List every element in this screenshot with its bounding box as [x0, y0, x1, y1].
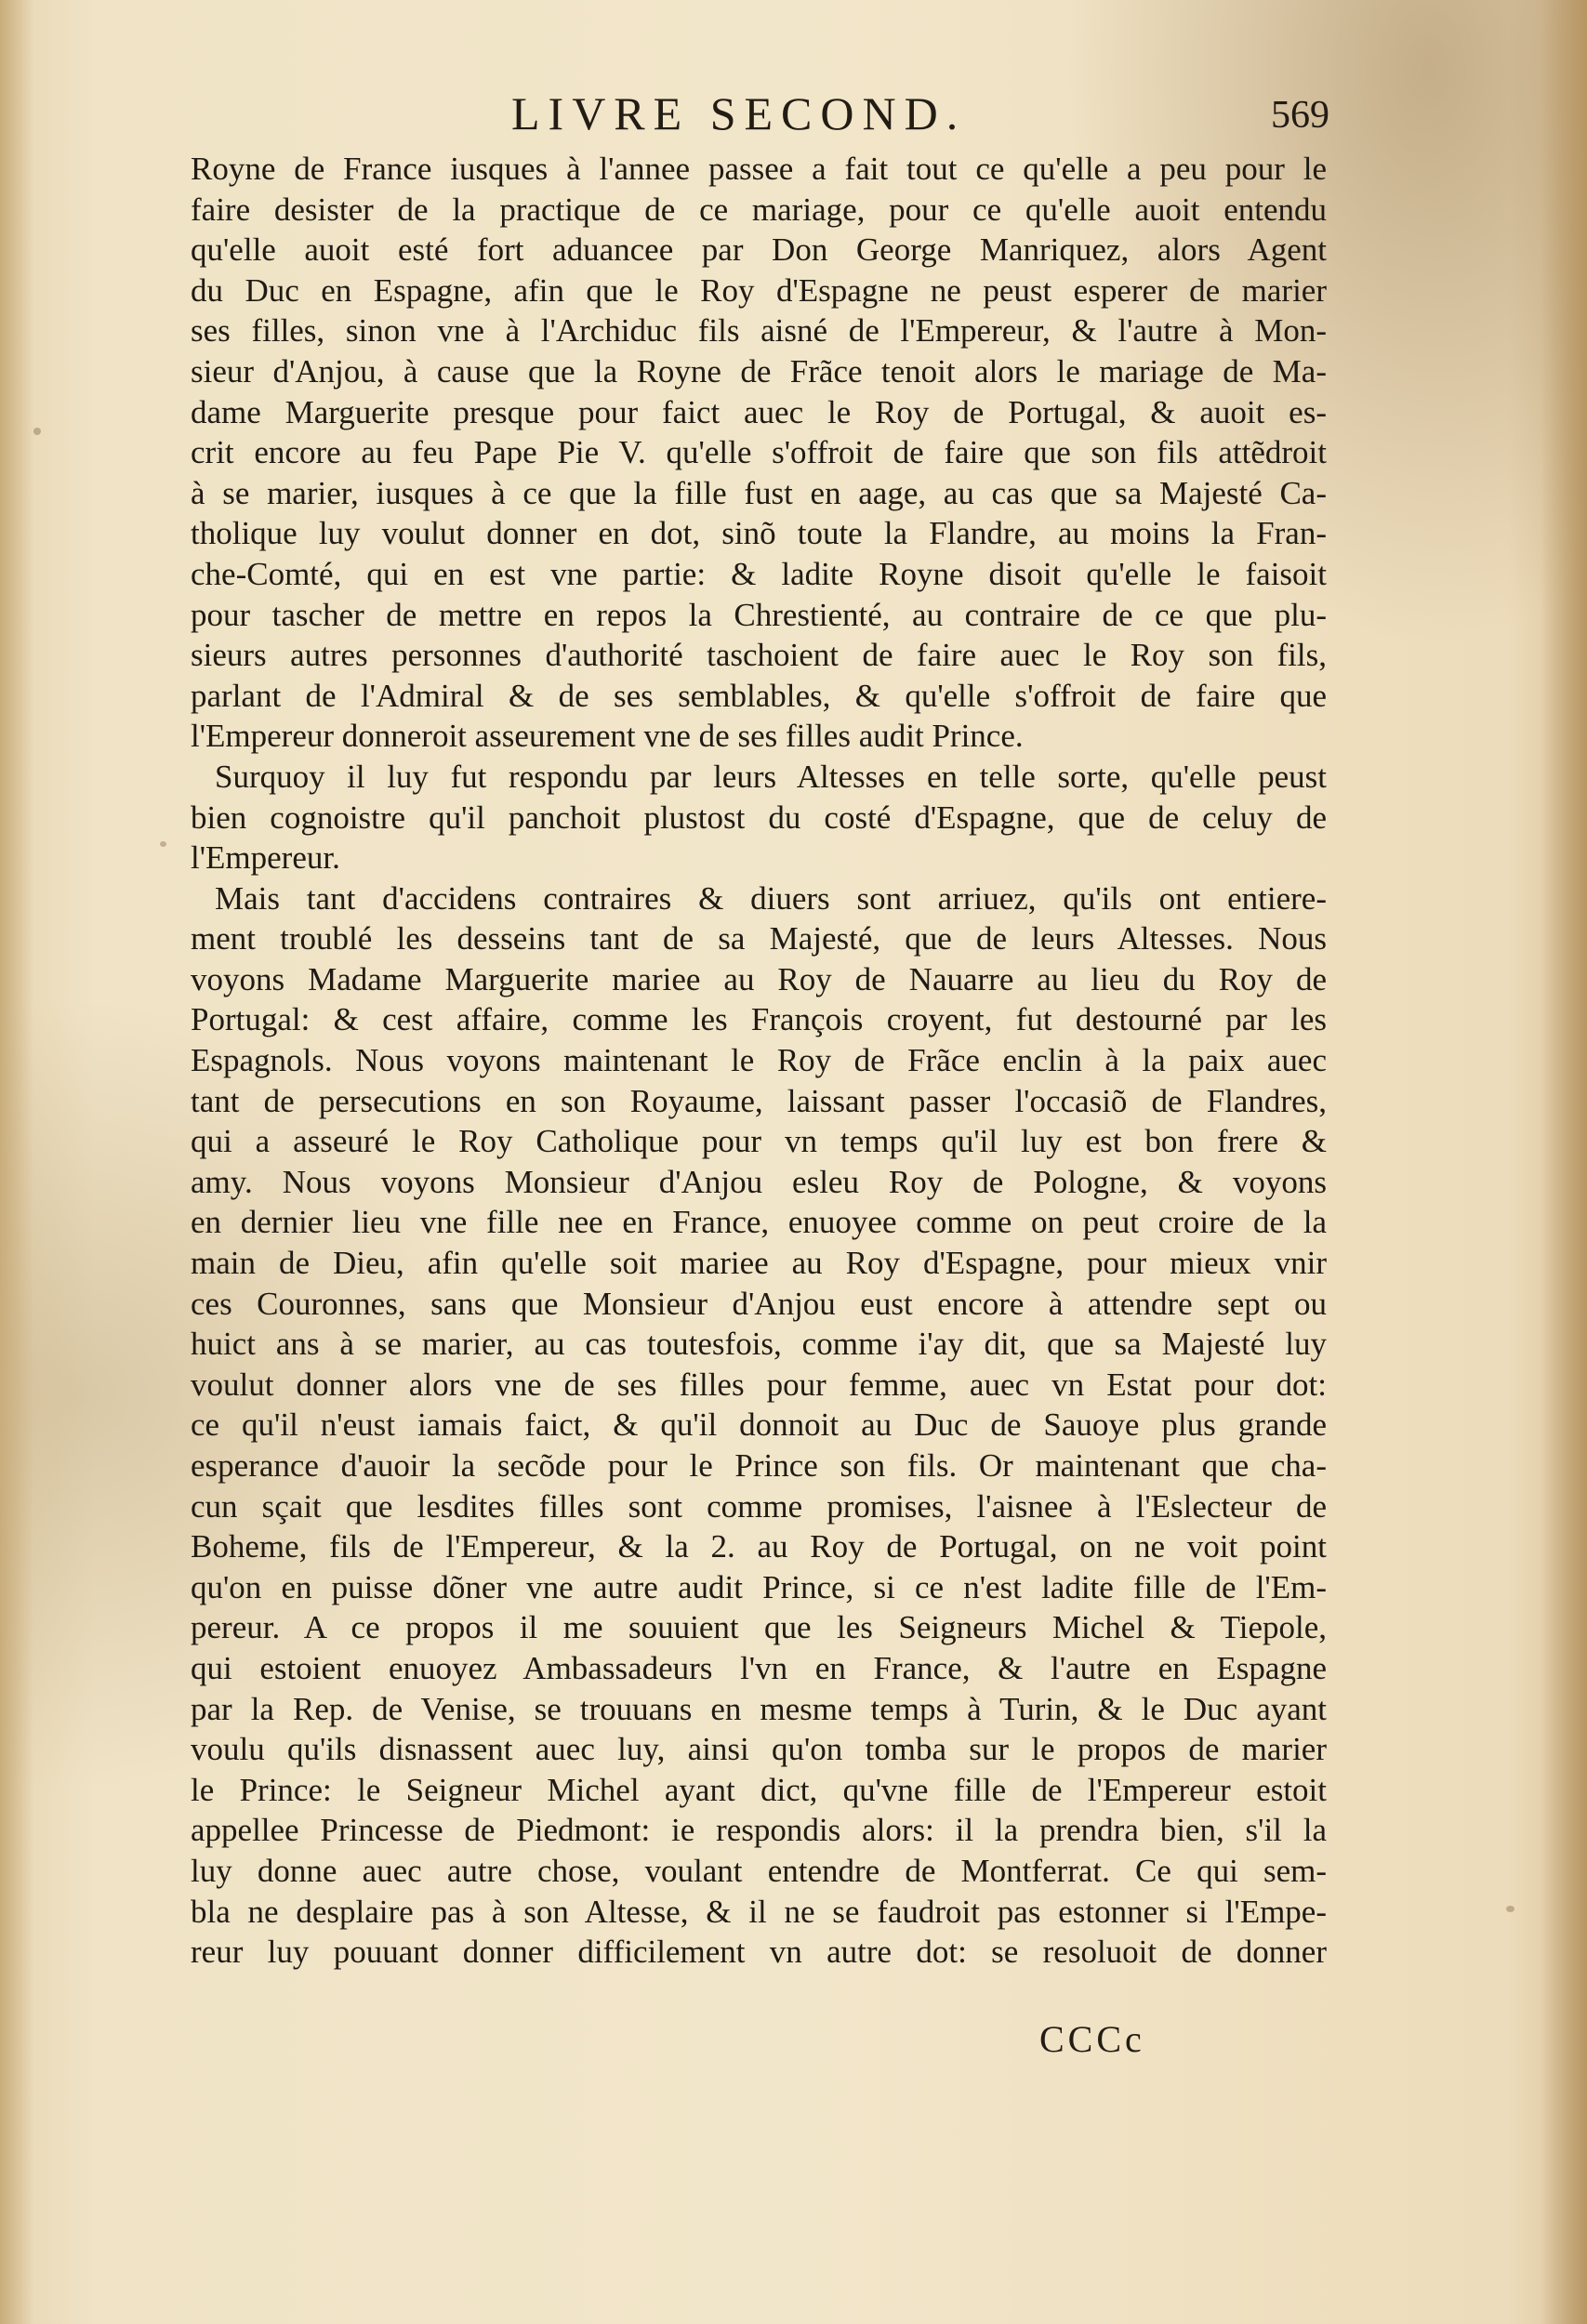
text-line: pereur. A ce propos il me souuient que les Seigneurs Michel & Tiepole,	[191, 1609, 1327, 1646]
text-line: luy donne auec autre chose, voulant entendre de Montferrat. Ce qui sem-	[191, 1852, 1327, 1889]
body-text	[191, 149, 1327, 1973]
text-line: bien cognoistre qu'il panchoit plustost du costé d'Espagne, que de celuy de	[191, 799, 1327, 836]
text-line: Portugal: & cest affaire, comme les François croyent, fut destourné par les	[191, 1001, 1327, 1038]
text-line: qu'elle auoit esté fort aduancee par Don George Manriquez, alors Agent	[191, 231, 1327, 269]
text-line: huict ans à se marier, au cas toutesfois, comme i'ay dit, que sa Majesté luy	[191, 1326, 1327, 1363]
text-line: bla ne desplaire pas à son Altesse, & il ne se faudroit pas estonner si l'Empe-	[191, 1893, 1327, 1930]
text-line: Boheme, fils de l'Empereur, & la 2. au Roy de Portugal, on ne voit point	[191, 1528, 1327, 1565]
signature-mark: CCCc	[1039, 2018, 1145, 2060]
text-line: amy. Nous voyons Monsieur d'Anjou esleu Roy de Pologne, & voyons	[191, 1163, 1327, 1200]
text-line: en dernier lieu vne fille nee en France, enuoyee comme on peut croire de la	[191, 1204, 1327, 1241]
text-line: Espagnols. Nous voyons maintenant le Roy de Frãce enclin à la paix auec	[191, 1042, 1327, 1079]
text-line: qu'on en puisse dõner vne autre audit Prince, si ce n'est ladite fille de l'Em-	[191, 1568, 1327, 1605]
text-line: ces Couronnes, sans que Monsieur d'Anjou eust encore à attendre sept ou	[191, 1285, 1327, 1322]
text-line: voulut donner alors vne de ses filles pour femme, auec vn Estat pour dot:	[191, 1366, 1327, 1403]
text-line: pour tascher de mettre en repos la Chrestienté, au contraire de ce que plu-	[191, 596, 1327, 633]
text-line: qui a asseuré le Roy Catholique pour vn temps qu'il luy est bon frere &	[191, 1123, 1327, 1160]
text-line: l'Empereur donneroit asseurement vne de ses filles audit Prince.	[191, 718, 1024, 755]
text-line: esperance d'auoir la secõde pour le Prince son fils. Or maintenant que cha-	[191, 1447, 1327, 1484]
text-line: dame Marguerite presque pour faict auec le Roy de Portugal, & auoit es-	[191, 393, 1327, 430]
text-line: voulu qu'ils disnassent auec luy, ainsi qu'on tomba sur le propos de marier	[191, 1731, 1327, 1768]
ink-spot	[33, 428, 41, 435]
text-line: cun sçait que lesdites filles sont comme promises, l'aisnee à l'Eslecteur de	[191, 1487, 1327, 1525]
running-title: LIVRE SECOND.	[511, 87, 967, 139]
text-line: le Prince: le Seigneur Michel ayant dict, qu'vne fille de l'Empereur estoit	[191, 1771, 1327, 1808]
page-edge-shadow-right	[1541, 0, 1587, 2324]
text-line: main de Dieu, afin qu'elle soit mariee au Roy d'Espagne, pour mieux vnir	[191, 1245, 1327, 1282]
text-line: Royne de France iusques à l'annee passee a fait tout ce qu'elle a peu pour le	[191, 151, 1327, 187]
text-line: ment troublé les desseins tant de sa Majesté, que de leurs Altesses. Nous	[191, 920, 1327, 957]
text-line: tant de persecutions en son Royaume, laissant passer l'occasiõ de Flandres,	[191, 1082, 1327, 1119]
text-line: par la Rep. de Venise, se trouuans en mesme temps à Turin, & le Duc ayant	[191, 1690, 1327, 1727]
text-line: ses filles, sinon vne à l'Archiduc fils aisné de l'Empereur, & l'autre à Mon-	[191, 312, 1327, 350]
text-line: sieurs autres personnes d'authorité taschoient de faire auec le Roy son fils,	[191, 637, 1327, 674]
text-line: du Duc en Espagne, afin que le Roy d'Espagne ne peust esperer de marier	[191, 271, 1327, 309]
text-line: Surquoy il luy fut respondu par leurs Altesses en telle sorte, qu'elle peust	[215, 758, 1327, 795]
page-edge-shadow-left	[0, 0, 33, 2324]
text-line: l'Empereur.	[191, 839, 340, 877]
text-line: à se marier, iusques à ce que la fille fust en aage, au cas que sa Majesté Ca-	[191, 474, 1327, 511]
text-line: Mais tant d'accidens contraires & diuers sont arriuez, qu'ils ont entiere-	[215, 879, 1327, 917]
text-line: faire desister de la practique de ce mariage, pour ce qu'elle auoit entendu	[191, 191, 1327, 228]
page-number: 569	[1271, 94, 1329, 137]
text-line: qui estoient enuoyez Ambassadeurs l'vn en France, & l'autre en Espagne	[191, 1649, 1327, 1686]
text-line: che-Comté, qui en est vne partie: & ladite Royne disoit qu'elle le faisoit	[191, 555, 1327, 592]
ink-spot	[160, 841, 166, 847]
text-line: parlant de l'Admiral & de ses semblables, & qu'elle s'offroit de faire que	[191, 677, 1327, 714]
text-line: voyons Madame Marguerite mariee au Roy de Nauarre au lieu du Roy de	[191, 960, 1327, 997]
text-line: reur luy pouuant donner difficilement vn autre dot: se resoluoit de donner	[191, 1934, 1327, 1971]
text-line: ce qu'il n'eust iamais faict, & qu'il donnoit au Duc de Sauoye plus grande	[191, 1406, 1327, 1444]
page-header	[195, 86, 1329, 145]
text-line: appellee Princesse de Piedmont: ie respondis alors: il la prendra bien, s'il la	[191, 1812, 1327, 1849]
text-line: tholique luy voulut donner en dot, sinõ toute la Flandre, au moins la Fran-	[191, 515, 1327, 552]
text-line: sieur d'Anjou, à cause que la Royne de Frãce tenoit alors le mariage de Ma-	[191, 352, 1327, 390]
text-line: crit encore au feu Pape Pie V. qu'elle s'offroit de faire que son fils attẽdroit	[191, 434, 1327, 471]
ink-spot	[1506, 1906, 1514, 1912]
